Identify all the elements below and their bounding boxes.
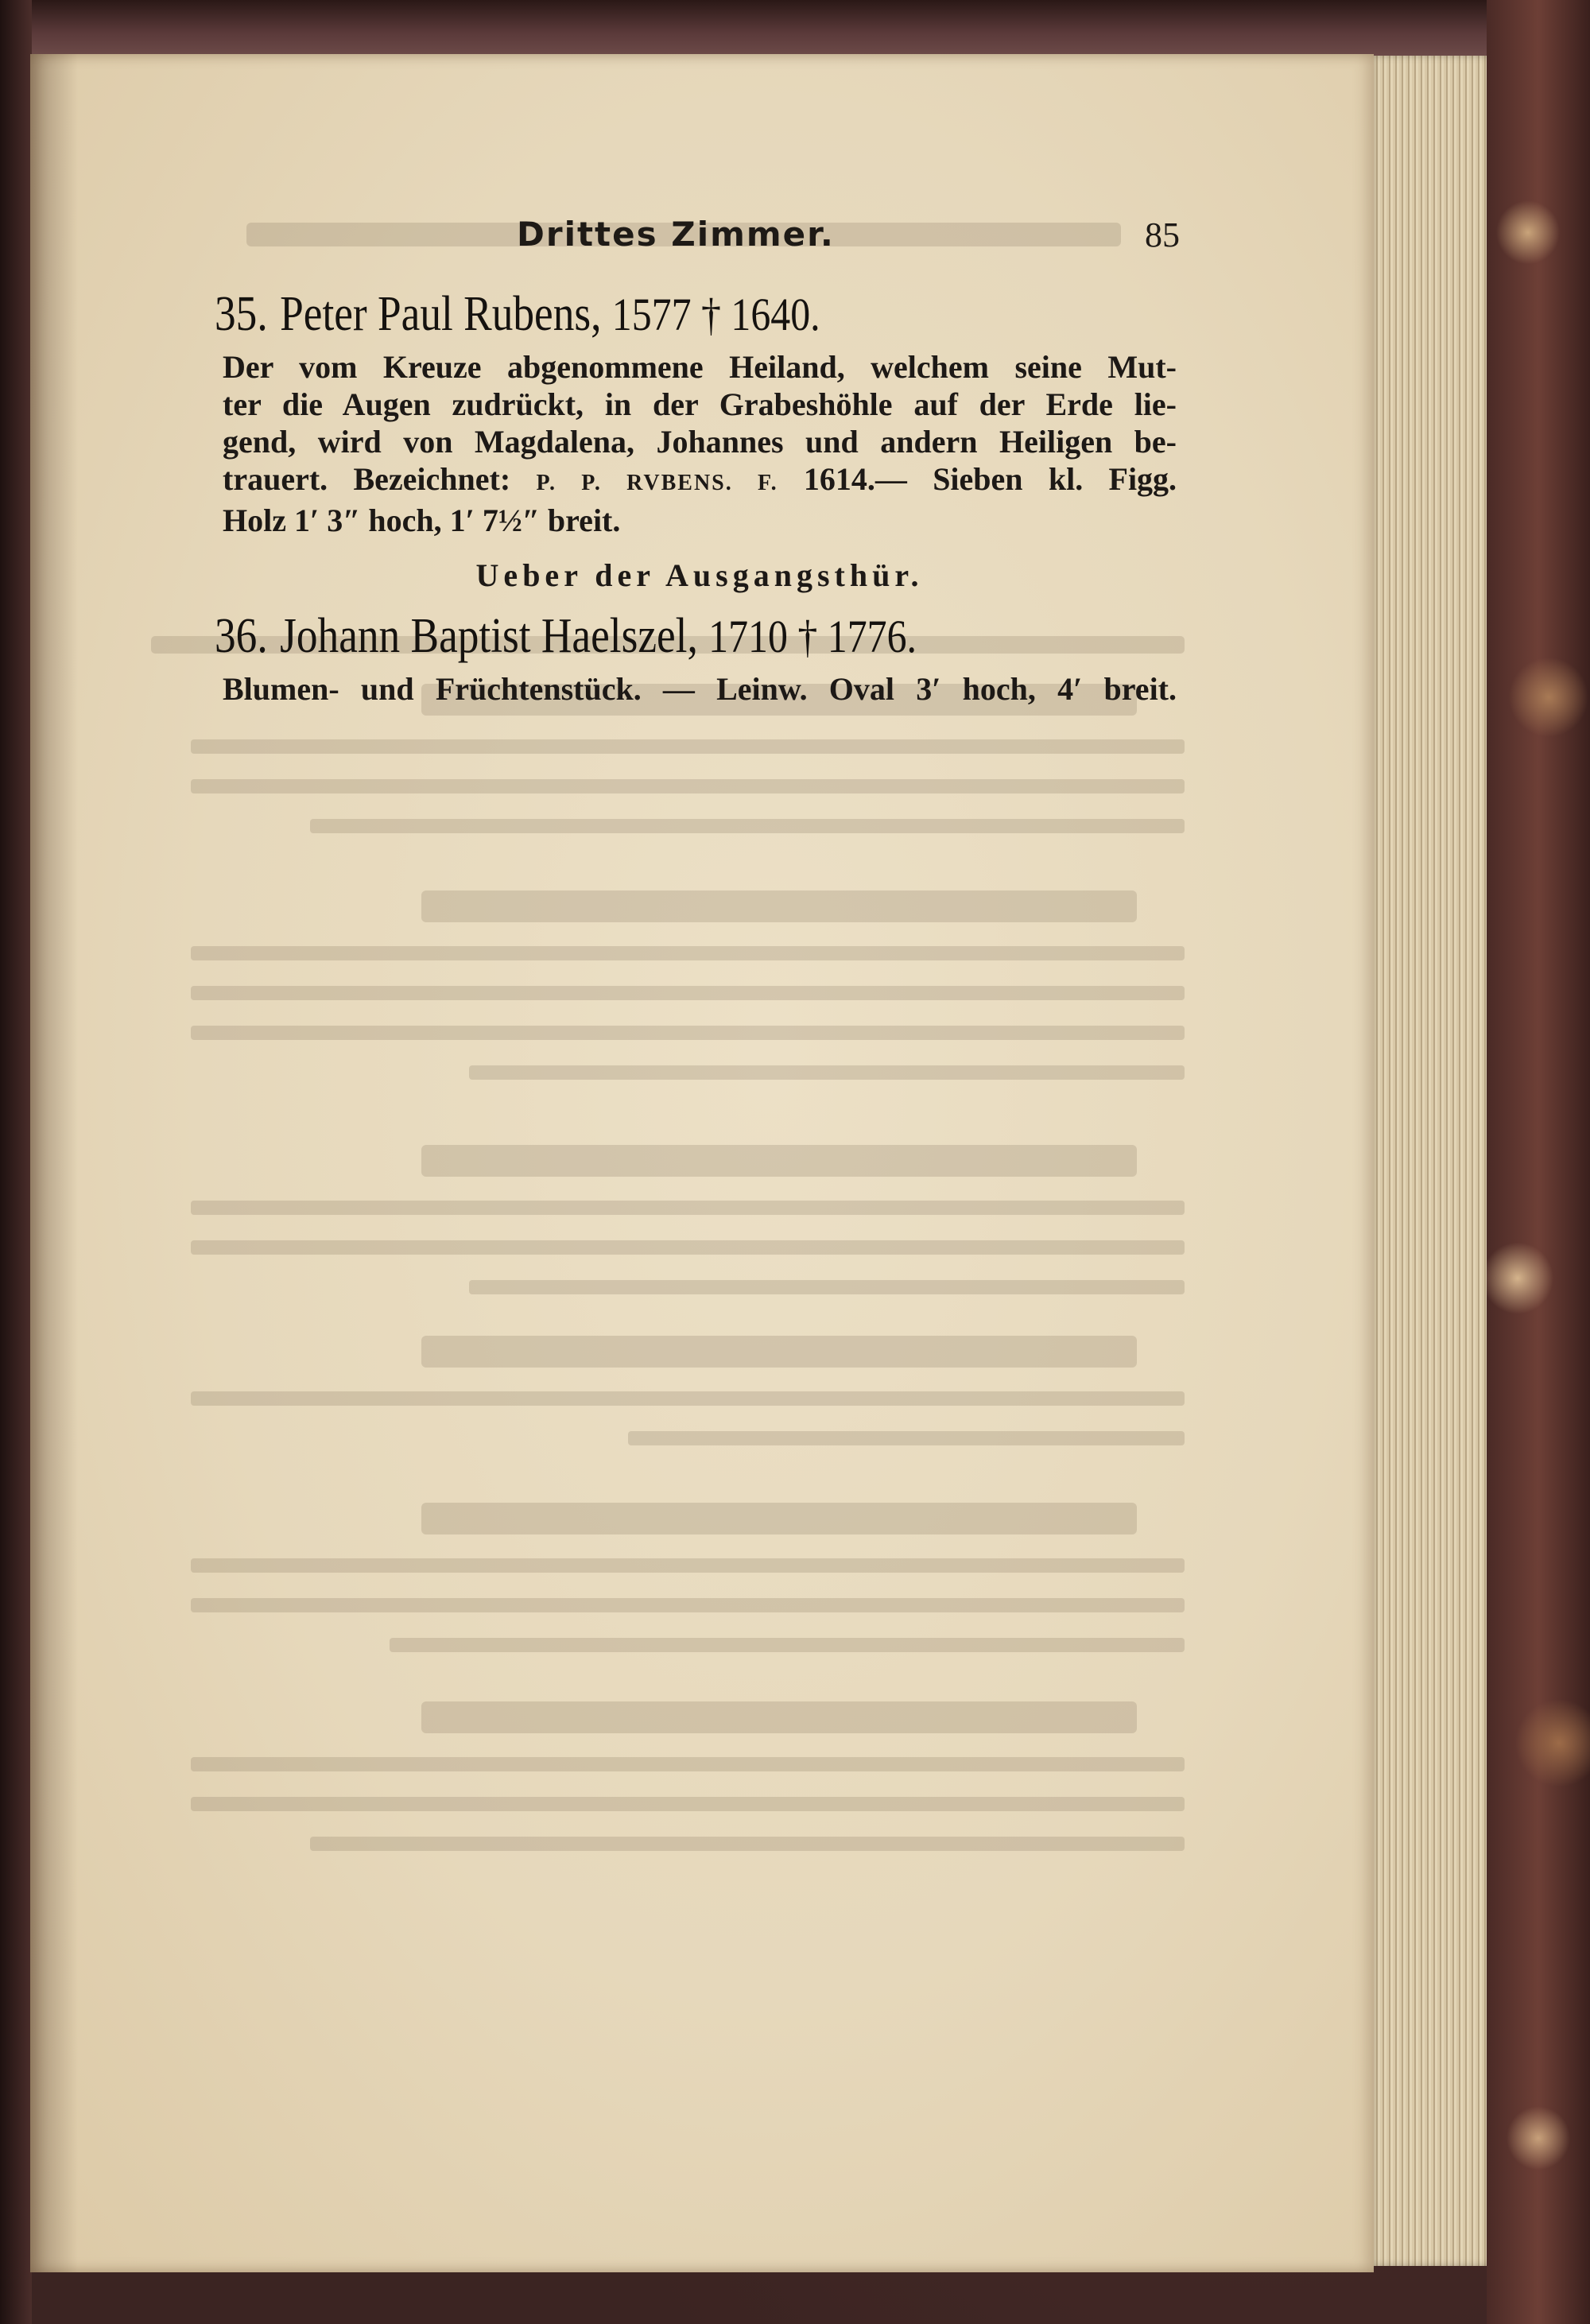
entry-number: 36. xyxy=(215,609,268,663)
running-header xyxy=(223,215,1180,262)
description-line: Holz 1′ 3″ hoch, 1′ 7½″ breit. xyxy=(223,502,621,538)
description-line: Der vom Kreuze abgenommene Heiland, welchem seine Mut- xyxy=(223,349,1177,385)
signature-rest: 1614.— Sieben kl. Figg. xyxy=(803,461,1177,497)
artist-name: Johann Baptist Haelszel, xyxy=(280,609,698,663)
entry-description xyxy=(223,348,1177,539)
entry-number: 35. xyxy=(215,287,268,341)
left-binding xyxy=(0,0,32,2324)
section-heading: Ueber der Ausgangsthür. xyxy=(475,557,924,593)
entry-title xyxy=(215,608,917,665)
description-line-signature xyxy=(223,460,1177,502)
description-line: Blumen- und Früchtenstück. — Leinw. Oval 3′ hoch, 4′ breit. xyxy=(223,671,1177,707)
entry-description xyxy=(223,670,1177,708)
artist-dates: 1710 † 1776. xyxy=(708,611,917,662)
marbled-edge xyxy=(1487,0,1590,2324)
entry-title xyxy=(215,286,820,343)
page-number: 85 xyxy=(1145,215,1180,254)
signature-text: P. P. RVBENS. F. xyxy=(536,471,778,495)
top-binding xyxy=(0,0,1590,56)
description-line: ter die Augen zudrückt, in der Grabeshöhle auf der Erde lie- xyxy=(223,386,1177,422)
signature-label: trauert. Bezeichnet: xyxy=(223,461,511,497)
gutter-shadow xyxy=(30,54,78,2272)
running-title: Drittes Zimmer. xyxy=(517,215,835,254)
artist-name: Peter Paul Rubens, xyxy=(280,287,602,341)
description-line: gend, wird von Magdalena, Johannes und andern Heiligen be- xyxy=(223,424,1177,460)
page-edges xyxy=(1367,56,1487,2266)
artist-dates: 1577 † 1640. xyxy=(611,289,820,340)
